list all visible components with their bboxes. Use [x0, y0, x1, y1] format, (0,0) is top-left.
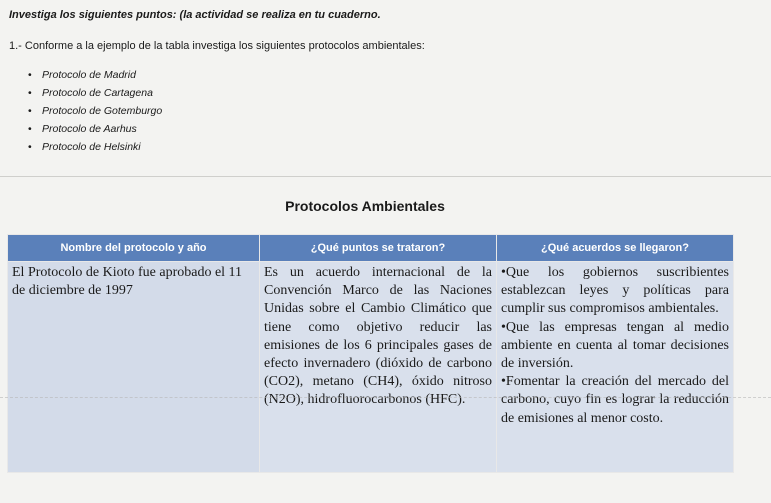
protocols-table	[7, 234, 734, 473]
list-item: • Protocolo de Cartagena	[28, 84, 162, 102]
header-points: ¿Qué puntos se trataron?	[260, 235, 497, 262]
protocol-list	[28, 66, 162, 156]
list-item: • Protocolo de Helsinki	[28, 138, 162, 156]
cell-agreements	[497, 262, 734, 473]
header-agreements: ¿Qué acuerdos se llegaron?	[497, 235, 734, 262]
table-row	[8, 262, 734, 473]
cell-protocol-name: El Protocolo de Kioto fue aprobado el 11 de diciembre de 1997	[8, 262, 260, 473]
instruction-text: Investiga los siguientes puntos: (la actividad se realiza en tu cuaderno.	[9, 9, 381, 21]
paper-crease	[0, 397, 771, 398]
agreement-item: •Que las empresas tengan al medio ambiente en cuenta al tomar decisiones de inversión.	[501, 319, 729, 372]
table-header-row	[8, 235, 734, 262]
agreement-item: •Fomentar la creación del mercado del carbono, cuyo fin es lograr la reducción de emisiones al menor costo.	[501, 374, 729, 426]
header-name-year: Nombre del protocolo y año	[8, 235, 260, 262]
list-item: • Protocolo de Gotemburgo	[28, 102, 162, 120]
agreement-item: •Que los gobiernos suscribientes establezcan leyes y políticas para cumplir sus compromisos ambientales.	[501, 265, 729, 317]
question-text: 1.- Conforme a la ejemplo de la tabla investiga los siguientes protocolos ambientales:	[9, 40, 425, 52]
cell-points: Es un acuerdo internacional de la Convención Marco de las Naciones Unidas sobre el Cambio Climático que tiene como objetivo reducir las emisiones de los 6 principales gases de efecto invernadero (dióxido de carbono (CO2), metano (CH4), óxido nitroso (N2O), hidrofluorocarbonos (HFC).	[260, 262, 497, 473]
list-item: • Protocolo de Aarhus	[28, 120, 162, 138]
table-title: Protocolos Ambientales	[285, 198, 445, 214]
list-item: • Protocolo de Madrid	[28, 66, 162, 84]
paper-fold-line	[0, 176, 771, 177]
